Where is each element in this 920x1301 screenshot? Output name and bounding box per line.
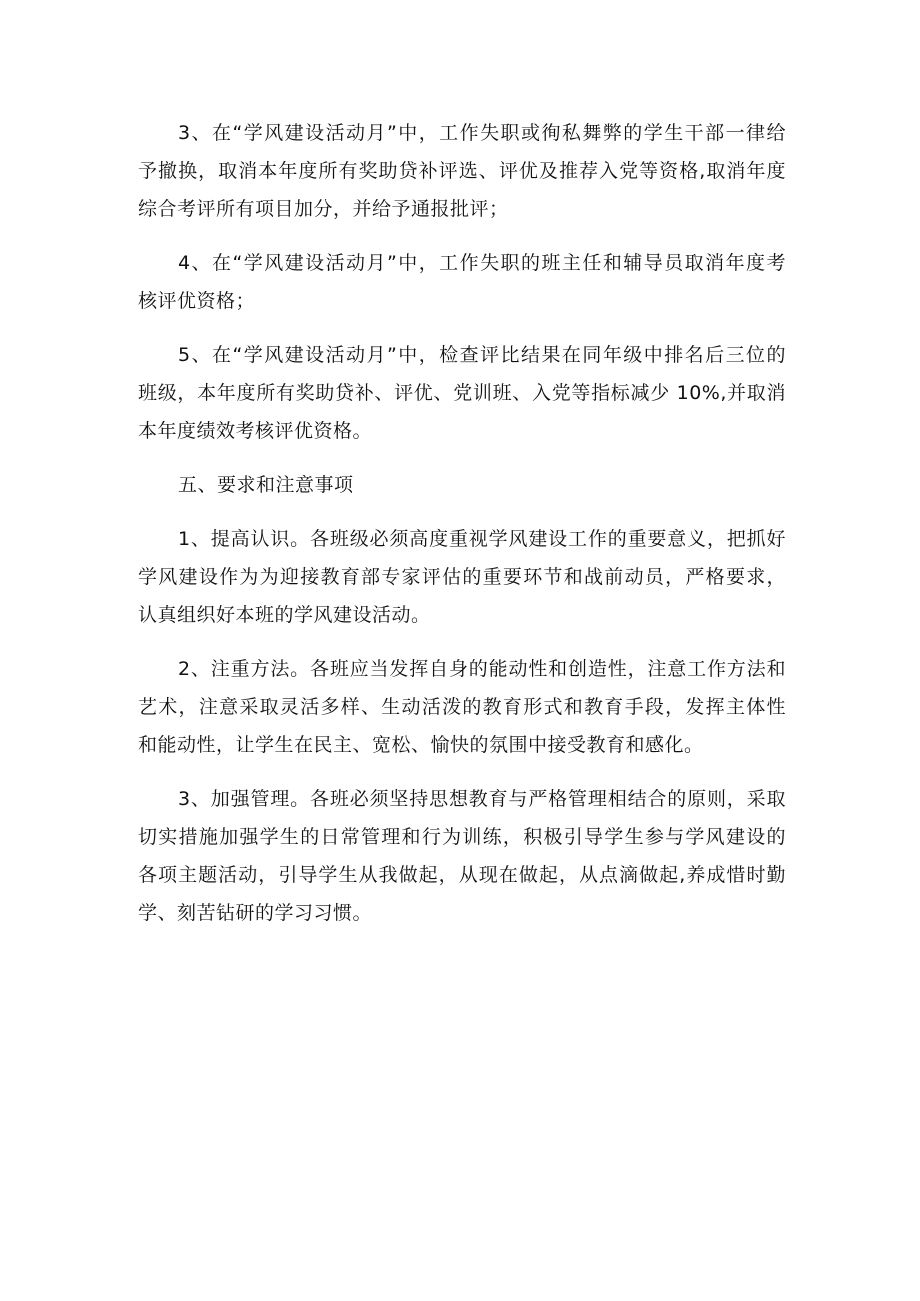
paragraph-penalty-3 bbox=[138, 114, 786, 228]
text-line: 予撤换，取消本年度所有奖助贷补评选、评优及推荐入党等资格,取消年度 bbox=[138, 160, 786, 182]
paragraph-requirement-1 bbox=[138, 520, 786, 634]
text-line: 2、注重方法。各班应当发挥自身的能动性和创造性，注意工作方法和 bbox=[178, 658, 786, 680]
text-line: 切实措施加强学生的日常管理和行为训练，积极引导学生参与学风建设的 bbox=[138, 826, 786, 848]
paragraph-requirement-2 bbox=[138, 650, 786, 764]
paragraph-penalty-4 bbox=[138, 244, 786, 320]
document-body bbox=[138, 114, 786, 948]
text-line: 班级，本年度所有奖助贷补、评优、党训班、入党等指标减少 10%,并取消 bbox=[138, 382, 786, 404]
section-heading: 五、要求和注意事项 bbox=[178, 474, 354, 496]
paragraph-requirement-3 bbox=[138, 780, 786, 932]
text-line: 1、提高认识。各班级必须高度重视学风建设工作的重要意义，把抓好 bbox=[178, 528, 786, 550]
text-line: 学、刻苦钻研的学习习惯。 bbox=[138, 902, 373, 924]
paragraph-penalty-5 bbox=[138, 336, 786, 450]
text-line: 各项主题活动，引导学生从我做起，从现在做起，从点滴做起,养成惜时勤 bbox=[138, 864, 786, 886]
text-line: 3、在“学风建设活动月”中，工作失职或徇私舞弊的学生干部一律给 bbox=[178, 122, 786, 144]
text-line: 核评优资格； bbox=[138, 290, 256, 312]
text-line: 5、在“学风建设活动月”中，检查评比结果在同年级中排名后三位的 bbox=[178, 344, 786, 366]
text-line: 本年度绩效考核评优资格。 bbox=[138, 420, 373, 442]
text-line: 艺术，注意采取灵活多样、生动活泼的教育形式和教育手段，发挥主体性 bbox=[138, 696, 786, 718]
text-line: 3、加强管理。各班必须坚持思想教育与严格管理相结合的原则，采取 bbox=[178, 788, 786, 810]
text-line: 认真组织好本班的学风建设活动。 bbox=[138, 604, 431, 626]
text-line: 4、在“学风建设活动月”中，工作失职的班主任和辅导员取消年度考 bbox=[178, 252, 786, 274]
text-line: 综合考评所有项目加分，并给予通报批评； bbox=[138, 198, 509, 220]
text-line: 学风建设作为为迎接教育部专家评估的重要环节和战前动员，严格要求， bbox=[138, 566, 786, 588]
text-line: 和能动性，让学生在民主、宽松、愉快的氛围中接受教育和感化。 bbox=[138, 734, 704, 756]
